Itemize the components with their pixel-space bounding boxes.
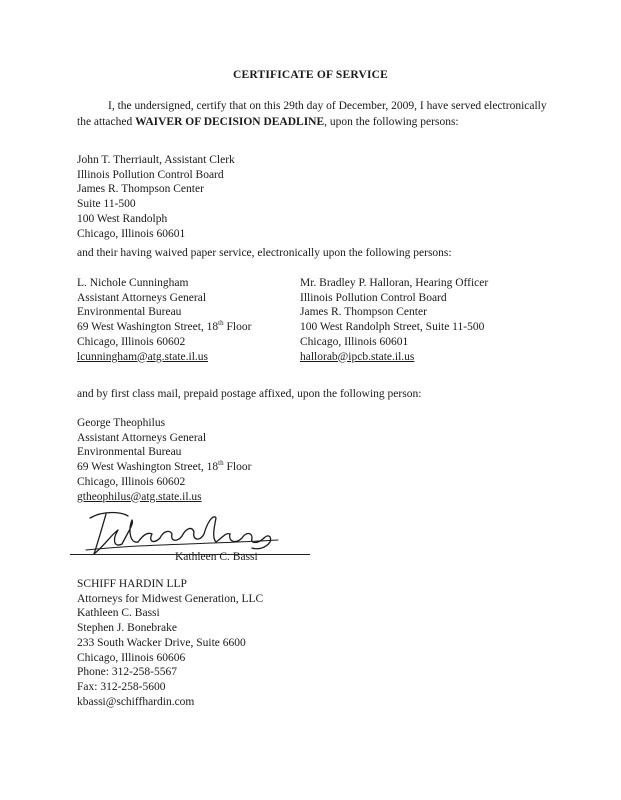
intro-paragraph	[77, 98, 547, 130]
recipient-email-link[interactable]: gtheophilus@atg.state.il.us	[77, 490, 202, 503]
clerk-address	[77, 153, 235, 241]
intro-text-before: I, the undersigned, certify that on this 29th day of December, 2009, I have served electronically the attached	[77, 100, 547, 128]
recipient-street	[77, 460, 251, 475]
left-recipient-address	[77, 276, 251, 364]
right-recipient-address	[300, 276, 488, 364]
street-text: 69 West Washington Street, 18	[77, 461, 219, 474]
recipient-bureau: Environmental Bureau	[77, 446, 182, 459]
street-ordinal: th	[218, 459, 224, 468]
recipient-name: Mr. Bradley P. Halloran, Hearing Officer	[300, 277, 489, 289]
street-suffix: Floor	[223, 461, 252, 474]
firm-line: Kathleen C. Bassi	[77, 607, 160, 620]
first-class-mail-text: and by first class mail, prepaid postage affixed, upon the following person:	[77, 388, 422, 400]
street-text: 69 West Washington Street, 18	[77, 321, 219, 334]
firm-line: 233 South Wacker Drive, Suite 6600	[77, 636, 246, 649]
street-ordinal: th	[218, 319, 224, 328]
street-suffix: Floor	[223, 321, 252, 334]
firm-signature-block	[77, 577, 263, 709]
firm-email[interactable]: kbassi@schiffhardin.com	[77, 695, 195, 708]
firm-line: Stephen J. Bonebrake	[77, 622, 177, 635]
clerk-line: Illinois Pollution Control Board	[77, 168, 224, 181]
signature-name: Kathleen C. Bassi	[175, 551, 258, 563]
page-title: CERTIFICATE OF SERVICE	[232, 69, 389, 81]
recipient-org: Illinois Pollution Control Board	[300, 291, 447, 304]
firm-fax: Fax: 312-258-5600	[77, 680, 166, 693]
recipient-street	[77, 320, 251, 335]
recipient-city: Chicago, Illinois 60602	[77, 335, 186, 348]
waived-service-text: and their having waived paper service, electronically upon the following persons:	[77, 247, 452, 259]
recipient-title: Assistant Attorneys General	[77, 431, 207, 444]
clerk-line: James R. Thompson Center	[77, 183, 204, 196]
recipient-building: James R. Thompson Center	[300, 306, 427, 319]
firm-line: Attorneys for Midwest Generation, LLC	[77, 592, 264, 605]
clerk-line: John T. Therriault, Assistant Clerk	[77, 154, 235, 166]
document-name: WAIVER OF DECISION DEADLINE	[135, 116, 325, 128]
intro-text-after: , upon the following persons:	[324, 116, 459, 128]
recipient-city: Chicago, Illinois 60601	[300, 335, 409, 348]
recipient-title: Assistant Attorneys General	[77, 291, 207, 304]
recipient-street: 100 West Randolph Street, Suite 11-500	[300, 321, 485, 334]
clerk-line: Chicago, Illinois 60601	[77, 227, 186, 240]
recipient-email-link[interactable]: hallorab@ipcb.state.il.us	[300, 350, 415, 363]
recipient-city: Chicago, Illinois 60602	[77, 475, 186, 488]
firm-line: Chicago, Illinois 60606	[77, 651, 186, 664]
clerk-line: Suite 11-500	[77, 198, 136, 211]
firm-name: SCHIFF HARDIN LLP	[77, 578, 187, 590]
mail-recipient-address	[77, 416, 251, 504]
firm-phone: Phone: 312-258-5567	[77, 666, 177, 679]
recipient-name: George Theophilus	[77, 417, 166, 429]
recipient-name: L. Nichole Cunningham	[77, 277, 189, 289]
recipient-email-link[interactable]: lcunningham@atg.state.il.us	[77, 350, 208, 363]
recipient-bureau: Environmental Bureau	[77, 306, 182, 319]
clerk-line: 100 West Randolph	[77, 212, 168, 225]
